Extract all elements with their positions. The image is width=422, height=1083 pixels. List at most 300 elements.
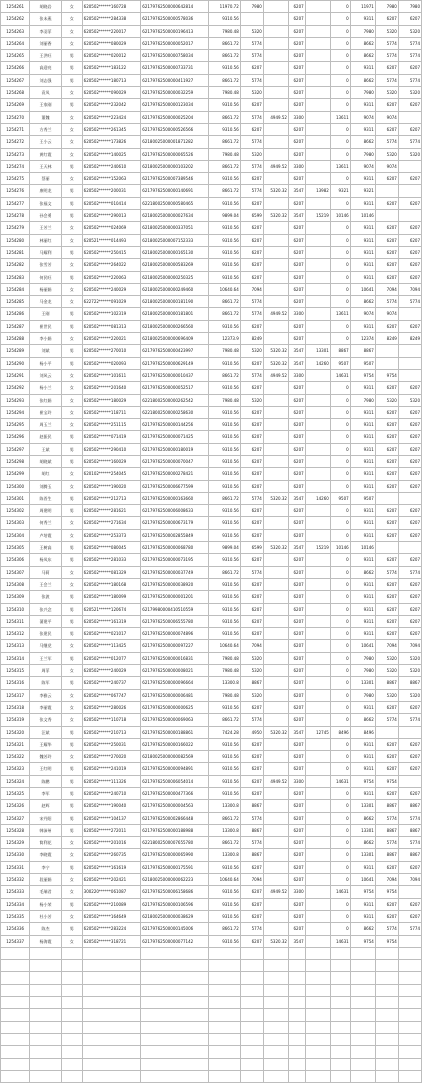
table-cell xyxy=(263,788,288,800)
table-cell xyxy=(305,308,330,320)
table-cell xyxy=(375,345,398,357)
table-cell: 6207 xyxy=(240,701,263,713)
table-cell xyxy=(305,296,330,308)
table-cell: 5320 xyxy=(375,689,398,701)
table-cell xyxy=(141,1046,209,1058)
table-cell: 6207 xyxy=(240,99,263,111)
table-cell: 男 xyxy=(61,615,82,627)
table-cell: 7980.48 xyxy=(209,665,240,677)
table-row xyxy=(1,997,422,1009)
table-cell: 王兰军 xyxy=(30,652,61,664)
table-cell: 6207 xyxy=(288,37,305,49)
table-cell: 杨小荣 xyxy=(30,898,61,910)
table-cell: 王芳兰 xyxy=(30,222,61,234)
table-cell: 刘志强 xyxy=(30,74,61,86)
table-cell xyxy=(209,1058,240,1070)
table-cell: 620502******081329 xyxy=(82,566,141,578)
table-row xyxy=(1,111,422,123)
table-cell: 王家刚 xyxy=(30,99,61,111)
table-cell xyxy=(263,689,288,701)
table-cell: 10641 xyxy=(350,283,375,295)
table-cell xyxy=(263,25,288,37)
table-cell xyxy=(350,1009,375,1021)
table-cell: 女 xyxy=(61,87,82,99)
table-cell: 6207 xyxy=(398,517,421,529)
table-cell: 6207 xyxy=(375,62,398,74)
table-cell: 62179762500000629149 xyxy=(141,357,209,369)
table-cell xyxy=(263,874,288,886)
table-cell: 6207 xyxy=(288,800,305,812)
table-cell: 9754 xyxy=(375,886,398,898)
table-cell: 1254298 xyxy=(1,455,30,467)
table-cell: 4950 xyxy=(240,726,263,738)
table-cell: 女 xyxy=(61,578,82,590)
table-row xyxy=(1,136,422,148)
table-cell: 毛瑞君 xyxy=(30,886,61,898)
table-cell xyxy=(263,751,288,763)
table-cell: 1254274 xyxy=(1,160,30,172)
table-cell: 620502******010414 xyxy=(82,197,141,209)
table-cell: 6207 xyxy=(288,443,305,455)
table-cell: 622722******091029 xyxy=(82,296,141,308)
table-cell: 9310.56 xyxy=(209,529,240,541)
table-cell xyxy=(305,775,330,787)
table-cell xyxy=(305,431,330,443)
table-row xyxy=(1,468,422,480)
table-cell: 0 xyxy=(330,763,350,775)
table-cell: 8662 xyxy=(350,837,375,849)
table-cell: 9310.56 xyxy=(209,480,240,492)
table-cell: 李雅云 xyxy=(30,689,61,701)
table-cell: 14631 xyxy=(330,935,350,947)
table-cell: 董魏 xyxy=(30,111,61,123)
table-cell xyxy=(305,874,330,886)
table-cell xyxy=(61,1009,82,1021)
table-cell: 620502******290410 xyxy=(82,443,141,455)
table-cell: 620502******240029 xyxy=(82,283,141,295)
table-cell xyxy=(263,50,288,62)
table-cell: 5320 xyxy=(240,689,263,701)
table-cell: 6207 xyxy=(375,517,398,529)
table-cell: 5320 xyxy=(240,25,263,37)
table-cell xyxy=(398,1058,421,1070)
table-cell: 62179762500000196413 xyxy=(141,25,209,37)
table-cell: 6207 xyxy=(288,271,305,283)
table-cell: 620502******270010 xyxy=(82,345,141,357)
table-cell: 9311 xyxy=(350,788,375,800)
table-cell xyxy=(263,123,288,135)
table-cell: 男 xyxy=(61,320,82,332)
table-cell: 13301 xyxy=(305,345,330,357)
table-cell xyxy=(330,947,350,959)
table-cell: 1254272 xyxy=(1,136,30,148)
table-cell xyxy=(305,443,330,455)
table-row xyxy=(1,369,422,381)
table-cell: 62179762500000423997 xyxy=(141,345,209,357)
table-cell: 62179762500000145006 xyxy=(141,923,209,935)
table-cell: 4949.52 xyxy=(263,111,288,123)
table-row xyxy=(1,1046,422,1058)
table-cell xyxy=(305,935,330,947)
table-cell: 1254296 xyxy=(1,431,30,443)
table-cell: 0 xyxy=(330,87,350,99)
table-cell: 1254276 xyxy=(1,185,30,197)
table-row xyxy=(1,394,422,406)
table-cell: 8661.72 xyxy=(209,296,240,308)
table-cell: 12373.9 xyxy=(209,333,240,345)
table-cell: 女 xyxy=(61,148,82,160)
table-cell: 1254261 xyxy=(1,1,30,13)
table-cell: 杨丽娟 xyxy=(30,283,61,295)
table-cell xyxy=(375,1021,398,1033)
table-cell: 6207 xyxy=(288,923,305,935)
table-cell: 5774 xyxy=(398,74,421,86)
table-cell xyxy=(305,234,330,246)
table-cell xyxy=(240,13,263,25)
table-cell: 1254270 xyxy=(1,111,30,123)
table-cell xyxy=(305,763,330,775)
table-cell xyxy=(263,468,288,480)
table-cell: 6207 xyxy=(398,603,421,615)
table-cell: 6207 xyxy=(375,529,398,541)
table-cell: 1254273 xyxy=(1,148,30,160)
table-cell: 简利花 xyxy=(30,837,61,849)
table-cell: 女 xyxy=(61,382,82,394)
table-row xyxy=(1,874,422,886)
table-cell xyxy=(263,13,288,25)
table-cell: 7094 xyxy=(398,283,421,295)
table-cell xyxy=(305,984,330,996)
table-cell xyxy=(305,111,330,123)
table-cell xyxy=(263,578,288,590)
table-cell: 5774 xyxy=(375,714,398,726)
table-cell: 5774 xyxy=(398,136,421,148)
table-cell xyxy=(305,480,330,492)
table-cell xyxy=(330,984,350,996)
table-cell: 14631 xyxy=(330,886,350,898)
table-cell: 12745 xyxy=(305,726,330,738)
table-cell: 1254309 xyxy=(1,591,30,603)
table-cell: 6207 xyxy=(288,173,305,185)
table-row xyxy=(1,910,422,922)
table-cell: 62180025000000583269 xyxy=(141,259,209,271)
table-cell: 13301 xyxy=(350,849,375,861)
table-cell: 女 xyxy=(61,369,82,381)
table-cell: 62179762500000673179 xyxy=(141,517,209,529)
table-cell: 62179762500000477366 xyxy=(141,788,209,800)
table-cell: 6207 xyxy=(375,615,398,627)
table-cell xyxy=(398,1070,421,1082)
table-cell: 7094 xyxy=(375,874,398,886)
table-cell xyxy=(263,628,288,640)
table-cell xyxy=(398,726,421,738)
table-row xyxy=(1,677,422,689)
table-cell: 9311 xyxy=(350,455,375,467)
table-cell: 8867 xyxy=(375,800,398,812)
table-cell: 5774 xyxy=(240,837,263,849)
table-cell: 5320 xyxy=(240,148,263,160)
table-cell: 620502******113425 xyxy=(82,640,141,652)
table-cell: 9310.56 xyxy=(209,775,240,787)
table-cell: 9310.56 xyxy=(209,246,240,258)
table-row xyxy=(1,74,422,86)
table-cell: 62179762500000180019 xyxy=(141,443,209,455)
table-row xyxy=(1,148,422,160)
table-cell xyxy=(30,1033,61,1045)
table-cell: 女 xyxy=(61,25,82,37)
table-cell: 8867 xyxy=(375,824,398,836)
table-cell: 620502******173826 xyxy=(82,136,141,148)
table-cell: 620502******264022 xyxy=(82,259,141,271)
table-cell: 女 xyxy=(61,517,82,529)
table-cell: 8662 xyxy=(350,74,375,86)
table-cell: 62179762500000073195 xyxy=(141,554,209,566)
table-cell xyxy=(263,1046,288,1058)
table-cell xyxy=(305,406,330,418)
table-cell: 4949.52 xyxy=(263,886,288,898)
table-cell: 1254314 xyxy=(1,652,30,664)
table-cell xyxy=(305,923,330,935)
table-cell xyxy=(330,1009,350,1021)
table-cell xyxy=(263,406,288,418)
table-cell: 9754 xyxy=(350,775,375,787)
table-cell: 11970.72 xyxy=(209,1,240,13)
table-cell: 8662 xyxy=(350,50,375,62)
table-cell: 8496 xyxy=(350,726,375,738)
table-cell: 6207 xyxy=(398,898,421,910)
table-cell: 9754 xyxy=(350,886,375,898)
table-cell xyxy=(305,800,330,812)
table-cell: 62179762500000642814 xyxy=(141,1,209,13)
table-cell: 张文秀 xyxy=(30,714,61,726)
table-cell: 0 xyxy=(330,566,350,578)
table-cell: 汪斌 xyxy=(30,726,61,738)
table-cell: 62179762500000065526 xyxy=(141,148,209,160)
table-cell: 6207 xyxy=(288,87,305,99)
table-cell: 9310.56 xyxy=(209,788,240,800)
table-cell: 620502******020093 xyxy=(82,357,141,369)
table-cell xyxy=(263,972,288,984)
table-cell: 5320 xyxy=(375,394,398,406)
table-row xyxy=(1,837,422,849)
table-cell xyxy=(375,726,398,738)
table-cell: 男 xyxy=(61,812,82,824)
table-cell: 620502******240029 xyxy=(82,665,141,677)
table-cell xyxy=(330,1021,350,1033)
table-cell: 1254316 xyxy=(1,677,30,689)
table-cell: 0 xyxy=(330,824,350,836)
table-cell: 62180025000000027634 xyxy=(141,210,209,222)
table-cell: 6207 xyxy=(375,419,398,431)
table-row xyxy=(1,849,422,861)
table-cell: 1254284 xyxy=(1,283,30,295)
table-cell xyxy=(398,947,421,959)
table-cell: 7980 xyxy=(375,1,398,13)
table-cell: 女 xyxy=(61,37,82,49)
table-cell xyxy=(61,1033,82,1045)
table-cell: 9074 xyxy=(375,111,398,123)
table-cell xyxy=(398,984,421,996)
table-cell: 0 xyxy=(330,136,350,148)
table-cell: 6207 xyxy=(240,775,263,787)
table-cell xyxy=(82,1070,141,1082)
table-cell: 0 xyxy=(330,333,350,345)
table-cell xyxy=(305,554,330,566)
table-cell xyxy=(141,1033,209,1045)
table-cell xyxy=(305,960,330,972)
table-cell: 张波 xyxy=(30,591,61,603)
table-cell: 6207 xyxy=(288,394,305,406)
table-cell xyxy=(305,333,330,345)
table-cell: 1254311 xyxy=(1,615,30,627)
table-cell: 5774 xyxy=(240,185,263,197)
table-cell: 1254267 xyxy=(1,74,30,86)
table-cell: 9311 xyxy=(350,222,375,234)
table-cell xyxy=(1,960,30,972)
table-cell: 6207 xyxy=(240,443,263,455)
table-cell: 9310.56 xyxy=(209,123,240,135)
table-cell: 5774 xyxy=(375,50,398,62)
table-cell xyxy=(288,1021,305,1033)
table-cell: 620502******160728 xyxy=(82,1,141,13)
table-row xyxy=(1,566,422,578)
table-cell: 男 xyxy=(61,763,82,775)
table-cell xyxy=(398,886,421,898)
table-cell: 62179762500002866448 xyxy=(141,812,209,824)
table-row xyxy=(1,701,422,713)
table-cell: 王天林 xyxy=(30,160,61,172)
table-cell: 6207 xyxy=(398,910,421,922)
table-row xyxy=(1,824,422,836)
table-cell: 5774 xyxy=(375,923,398,935)
table-cell: 6207 xyxy=(288,677,305,689)
table-row xyxy=(1,1070,422,1082)
table-cell xyxy=(305,640,330,652)
table-cell: 6207 xyxy=(240,197,263,209)
table-cell: 6207 xyxy=(240,320,263,332)
table-cell: 9074 xyxy=(350,308,375,320)
table-cell: 9754 xyxy=(350,935,375,947)
table-cell: 9074 xyxy=(375,308,398,320)
table-row xyxy=(1,480,422,492)
table-cell: 男 xyxy=(61,603,82,615)
table-row xyxy=(1,861,422,873)
table-cell: 8661.72 xyxy=(209,136,240,148)
table-row xyxy=(1,800,422,812)
table-cell xyxy=(305,1058,330,1070)
table-cell xyxy=(375,1070,398,1082)
table-cell xyxy=(305,701,330,713)
table-cell xyxy=(305,517,330,529)
table-cell: 0 xyxy=(330,25,350,37)
table-cell: 620502******140025 xyxy=(82,148,141,160)
table-cell: 9507 xyxy=(330,492,350,504)
table-cell xyxy=(141,1021,209,1033)
table-cell xyxy=(141,1009,209,1021)
table-cell xyxy=(82,1009,141,1021)
table-cell xyxy=(1,947,30,959)
table-cell xyxy=(263,763,288,775)
table-cell xyxy=(305,898,330,910)
table-cell xyxy=(350,1058,375,1070)
table-row xyxy=(1,382,422,394)
table-cell: 62179762500006158686 xyxy=(141,886,209,898)
table-row xyxy=(1,185,422,197)
table-cell xyxy=(240,984,263,996)
table-cell: 9311 xyxy=(350,861,375,873)
table-cell: 方秀兰 xyxy=(30,123,61,135)
table-cell: 4949.52 xyxy=(263,308,288,320)
table-cell: 9311 xyxy=(350,628,375,640)
table-cell: 7094 xyxy=(240,283,263,295)
table-cell xyxy=(82,947,141,959)
table-cell xyxy=(30,997,61,1009)
table-row xyxy=(1,50,422,62)
table-cell: 女 xyxy=(61,849,82,861)
table-cell: 男 xyxy=(61,738,82,750)
table-cell: 1254299 xyxy=(1,468,30,480)
table-cell xyxy=(263,603,288,615)
table-cell: 6207 xyxy=(240,751,263,763)
table-cell: 女 xyxy=(61,910,82,922)
table-cell xyxy=(330,972,350,984)
table-cell: 1254329 xyxy=(1,837,30,849)
table-cell: 5774 xyxy=(240,369,263,381)
table-cell: 6207 xyxy=(288,468,305,480)
table-cell: 0 xyxy=(330,37,350,49)
table-cell: 6207 xyxy=(240,763,263,775)
table-cell xyxy=(263,997,288,1009)
table-cell: 620502******212713 xyxy=(82,492,141,504)
table-cell xyxy=(330,1033,350,1045)
table-row xyxy=(1,554,422,566)
table-cell: 6207 xyxy=(240,591,263,603)
table-cell xyxy=(305,788,330,800)
table-cell: 6207 xyxy=(375,222,398,234)
table-cell: 6207 xyxy=(288,874,305,886)
table-cell: 女 xyxy=(61,111,82,123)
table-cell xyxy=(305,87,330,99)
table-cell xyxy=(305,972,330,984)
table-row xyxy=(1,283,422,295)
table-cell: 9310.56 xyxy=(209,222,240,234)
table-cell: 6207 xyxy=(398,419,421,431)
table-cell: 9311 xyxy=(350,910,375,922)
table-row xyxy=(1,972,422,984)
table-cell: 1254304 xyxy=(1,529,30,541)
table-cell xyxy=(350,960,375,972)
table-cell xyxy=(263,136,288,148)
table-cell: 6207 xyxy=(288,431,305,443)
table-cell: 马继党 xyxy=(30,640,61,652)
table-cell xyxy=(305,197,330,209)
table-row xyxy=(1,652,422,664)
table-cell xyxy=(209,984,240,996)
table-cell: 0 xyxy=(330,628,350,640)
table-cell: 6207 xyxy=(398,788,421,800)
table-cell: 9311 xyxy=(350,123,375,135)
table-cell xyxy=(375,357,398,369)
table-cell: 620502******190020 xyxy=(82,480,141,492)
table-cell: 王斌 xyxy=(30,443,61,455)
table-cell: 0 xyxy=(330,517,350,529)
table-cell: 3547 xyxy=(288,935,305,947)
table-cell: 6207 xyxy=(288,591,305,603)
table-row xyxy=(1,246,422,258)
table-cell: 5320 xyxy=(398,665,421,677)
table-cell: 0 xyxy=(330,123,350,135)
table-cell: 9311 xyxy=(350,271,375,283)
